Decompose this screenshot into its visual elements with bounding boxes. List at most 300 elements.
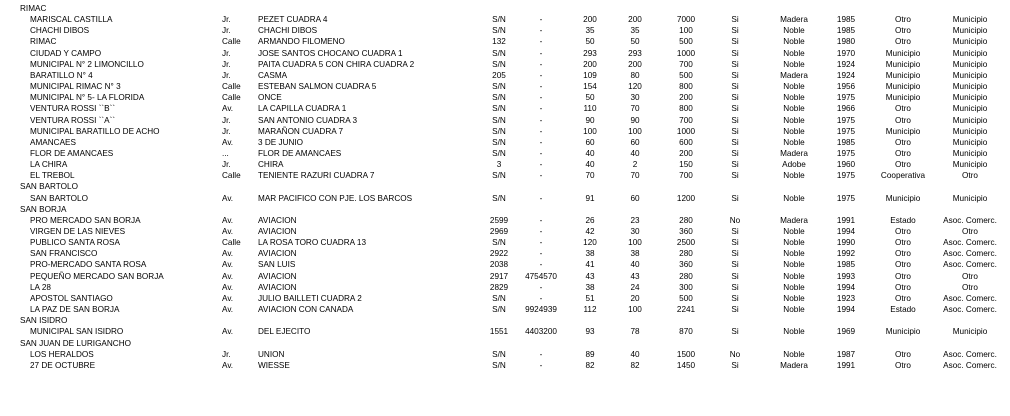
street-number-cell: S/N: [492, 126, 506, 136]
street-number-cell: S/N: [492, 193, 506, 203]
year-cell: 1990: [836, 238, 856, 248]
phone-cell: -: [539, 15, 543, 25]
material-cell: Noble: [783, 82, 805, 92]
phone-cell: -: [539, 104, 543, 114]
material-cell: Noble: [783, 93, 805, 103]
total-stalls-cell: 91: [585, 193, 595, 203]
active-stalls-cell: 40: [630, 260, 640, 270]
active-stalls-cell: 120: [628, 82, 642, 92]
street-number-cell: 3: [496, 160, 502, 170]
owner-cell: Municipio: [885, 82, 921, 92]
owner-cell: Otro: [895, 160, 911, 170]
area-cell: 800: [679, 82, 693, 92]
has-services-cell: Si: [731, 260, 739, 270]
street-name-cell: FLOR DE AMANCAES: [258, 148, 342, 158]
street-name-cell: AVIACION: [258, 271, 297, 281]
total-stalls-cell: 70: [585, 171, 595, 181]
material-cell: Noble: [783, 59, 805, 69]
active-stalls-cell: 80: [630, 70, 640, 80]
owner-cell: Otro: [895, 271, 911, 281]
street-number-cell: S/N: [492, 293, 506, 303]
street-name-cell: ESTEBAN SALMON CUADRA 5: [258, 82, 377, 92]
total-stalls-cell: 89: [585, 349, 595, 359]
street-name-cell: JULIO BAILLETI CUADRA 2: [258, 293, 362, 303]
street-number-cell: S/N: [492, 115, 506, 125]
area-cell: 300: [679, 282, 693, 292]
owner-cell: Estado: [890, 215, 916, 225]
area-cell: 150: [679, 160, 693, 170]
street-type-cell: Jr.: [222, 48, 231, 58]
active-stalls-cell: 30: [630, 227, 640, 236]
year-cell: 1992: [836, 249, 856, 259]
street-number-cell: S/N: [492, 148, 506, 158]
year-cell: 1985: [836, 137, 856, 147]
area-cell: 1000: [676, 126, 696, 136]
year-cell: 1924: [836, 59, 856, 69]
material-cell: Noble: [783, 271, 805, 281]
phone-cell: -: [539, 37, 543, 47]
active-stalls-cell: 40: [630, 349, 640, 359]
street-number-cell: 2969: [489, 227, 509, 236]
total-stalls-cell: 110: [583, 104, 597, 114]
street-number-cell: 1551: [489, 327, 509, 337]
year-cell: 1975: [836, 148, 856, 158]
has-services-cell: Si: [731, 37, 739, 47]
table-row: [0, 126, 1010, 137]
phone-cell: -: [539, 137, 543, 147]
total-stalls-cell: 41: [585, 260, 595, 270]
street-type-cell: Av.: [222, 360, 234, 370]
phone-cell: -: [539, 115, 543, 125]
material-cell: Noble: [783, 126, 805, 136]
area-cell: 360: [679, 227, 693, 236]
table-row: [0, 170, 1010, 181]
street-name-cell: 3 DE JUNIO: [258, 137, 304, 147]
administrator-cell: Municipio: [952, 26, 988, 36]
area-cell: 500: [679, 70, 693, 80]
year-cell: 1985: [836, 260, 856, 270]
district-heading: RIMAC: [20, 4, 47, 13]
market-name-cell: EL TREBOL: [30, 171, 75, 181]
owner-cell: Municipio: [885, 327, 921, 337]
owner-cell: Otro: [895, 15, 911, 25]
street-number-cell: S/N: [492, 93, 506, 103]
active-stalls-cell: 200: [628, 15, 642, 25]
total-stalls-cell: 35: [585, 26, 595, 36]
year-cell: 1993: [836, 271, 856, 281]
year-cell: 1987: [836, 349, 856, 359]
street-name-cell: PAITA CUADRA 5 CON CHIRA CUADRA 2: [258, 59, 415, 69]
administrator-cell: Municipio: [952, 37, 988, 47]
table-row: [0, 349, 1010, 360]
street-name-cell: ARMANDO FILOMENO: [258, 37, 345, 47]
total-stalls-cell: 200: [583, 59, 597, 69]
street-type-cell: Jr.: [222, 70, 231, 80]
total-stalls-cell: 38: [585, 282, 595, 292]
administrator-cell: Municipio: [952, 48, 988, 58]
area-cell: 700: [679, 171, 693, 181]
market-name-cell: PRO MERCADO SAN BORJA: [30, 215, 141, 225]
table-row: [0, 304, 1010, 315]
phone-cell: -: [539, 160, 543, 170]
market-name-cell: RIMAC: [30, 37, 57, 47]
area-cell: 500: [679, 293, 693, 303]
administrator-cell: Municipio: [952, 59, 988, 69]
street-name-cell: SAN ANTONIO CUADRA 3: [258, 115, 358, 125]
owner-cell: Cooperativa: [880, 171, 926, 181]
phone-cell: -: [539, 215, 543, 225]
administrator-cell: Asoc. Comerc.: [943, 238, 997, 248]
owner-cell: Otro: [895, 293, 911, 303]
owner-cell: Otro: [895, 115, 911, 125]
market-name-cell: BARATILLO N° 4: [30, 70, 93, 80]
street-number-cell: 2922: [489, 249, 509, 259]
street-type-cell: Av.: [222, 137, 234, 147]
administrator-cell: Asoc. Comerc.: [943, 360, 997, 370]
year-cell: 1994: [836, 227, 856, 236]
year-cell: 1970: [836, 48, 856, 58]
year-cell: 1975: [836, 93, 856, 103]
active-stalls-cell: 43: [630, 271, 640, 281]
active-stalls-cell: 2: [632, 160, 638, 170]
street-type-cell: Av.: [222, 193, 234, 203]
active-stalls-cell: 100: [628, 126, 642, 136]
street-number-cell: 2599: [489, 215, 509, 225]
has-services-cell: Si: [731, 160, 739, 170]
has-services-cell: Si: [731, 137, 739, 147]
administrator-cell: Otro: [962, 282, 978, 292]
has-services-cell: Si: [731, 59, 739, 69]
administrator-cell: Municipio: [952, 70, 988, 80]
table-row: [0, 92, 1010, 103]
total-stalls-cell: 154: [583, 82, 597, 92]
administrator-cell: Municipio: [952, 93, 988, 103]
material-cell: Noble: [783, 282, 805, 292]
market-name-cell: MUNICIPAL N° 2 LIMONCILLO: [30, 59, 144, 69]
street-number-cell: S/N: [492, 104, 506, 114]
total-stalls-cell: 50: [585, 37, 595, 47]
total-stalls-cell: 90: [585, 115, 595, 125]
total-stalls-cell: 43: [585, 271, 595, 281]
street-type-cell: Jr.: [222, 15, 231, 25]
total-stalls-cell: 100: [583, 126, 597, 136]
administrator-cell: Asoc. Comerc.: [943, 260, 997, 270]
phone-cell: -: [539, 59, 543, 69]
total-stalls-cell: 26: [585, 215, 595, 225]
market-name-cell: FLOR DE AMANCAES: [30, 148, 114, 158]
street-number-cell: 2829: [489, 282, 509, 292]
street-type-cell: Calle: [222, 93, 241, 103]
area-cell: 280: [679, 271, 693, 281]
year-cell: 1975: [836, 115, 856, 125]
year-cell: 1975: [836, 126, 856, 136]
has-services-cell: Si: [731, 115, 739, 125]
has-services-cell: Si: [731, 148, 739, 158]
administrator-cell: Municipio: [952, 137, 988, 147]
street-type-cell: Calle: [222, 238, 241, 248]
street-type-cell: Av.: [222, 327, 234, 337]
street-name-cell: SAN LUIS: [258, 260, 296, 270]
has-services-cell: Si: [731, 193, 739, 203]
active-stalls-cell: 200: [628, 59, 642, 69]
street-type-cell: Av.: [222, 215, 234, 225]
active-stalls-cell: 38: [630, 249, 640, 259]
administrator-cell: Asoc. Comerc.: [943, 305, 997, 315]
market-name-cell: PRO-MERCADO SANTA ROSA: [30, 260, 147, 270]
material-cell: Madera: [780, 148, 808, 158]
year-cell: 1923: [836, 293, 856, 303]
year-cell: 1960: [836, 160, 856, 170]
street-type-cell: Av.: [222, 271, 234, 281]
material-cell: Noble: [783, 48, 805, 58]
has-services-cell: Si: [731, 126, 739, 136]
year-cell: 1985: [836, 26, 856, 36]
administrator-cell: Otro: [962, 227, 978, 236]
street-number-cell: S/N: [492, 15, 506, 25]
table-row: [0, 159, 1010, 170]
street-name-cell: UNION: [258, 349, 285, 359]
street-number-cell: S/N: [492, 238, 506, 248]
owner-cell: Otro: [895, 137, 911, 147]
owner-cell: Estado: [890, 305, 916, 315]
street-number-cell: S/N: [492, 360, 506, 370]
owner-cell: Municipio: [885, 93, 921, 103]
year-cell: 1966: [836, 104, 856, 114]
street-type-cell: Av.: [222, 227, 234, 236]
area-cell: 800: [679, 104, 693, 114]
street-type-cell: Calle: [222, 171, 241, 181]
street-number-cell: 205: [492, 70, 506, 80]
active-stalls-cell: 293: [628, 48, 642, 58]
street-type-cell: Jr.: [222, 115, 231, 125]
street-name-cell: AVIACION: [258, 215, 297, 225]
material-cell: Noble: [783, 137, 805, 147]
district-heading: SAN ISIDRO: [20, 316, 68, 326]
phone-cell: -: [539, 26, 543, 36]
street-number-cell: S/N: [492, 349, 506, 359]
phone-cell: -: [539, 260, 543, 270]
active-stalls-cell: 40: [630, 148, 640, 158]
table-row: [0, 271, 1010, 282]
street-name-cell: MARAÑON CUADRA 7: [258, 126, 344, 136]
table-row: [0, 48, 1010, 59]
table-row: [0, 148, 1010, 159]
administrator-cell: Municipio: [952, 148, 988, 158]
district-heading: SAN BORJA: [20, 204, 67, 214]
has-services-cell: Si: [731, 360, 739, 370]
area-cell: 600: [679, 137, 693, 147]
area-cell: 280: [679, 215, 693, 225]
active-stalls-cell: 20: [630, 293, 640, 303]
table-row: [0, 25, 1010, 36]
material-cell: Noble: [783, 327, 805, 337]
material-cell: Madera: [780, 70, 808, 80]
total-stalls-cell: 293: [583, 48, 597, 58]
market-name-cell: AMANCAES: [30, 137, 76, 147]
market-name-cell: 27 DE OCTUBRE: [30, 360, 96, 370]
owner-cell: Municipio: [885, 70, 921, 80]
market-name-cell: PUBLICO SANTA ROSA: [30, 238, 120, 248]
material-cell: Noble: [783, 171, 805, 181]
phone-cell: -: [539, 126, 543, 136]
active-stalls-cell: 78: [630, 327, 640, 337]
street-type-cell: Av.: [222, 249, 234, 259]
street-name-cell: LA ROSA TORO CUADRA 13: [258, 238, 366, 248]
street-type-cell: Jr.: [222, 59, 231, 69]
street-type-cell: Jr.: [222, 160, 231, 170]
market-name-cell: MUNICIPAL N° 5- LA FLORIDA: [30, 93, 145, 103]
owner-cell: Otro: [895, 148, 911, 158]
administrator-cell: Municipio: [952, 104, 988, 114]
material-cell: Noble: [783, 104, 805, 114]
phone-cell: -: [539, 282, 543, 292]
table-row: [0, 293, 1010, 304]
area-cell: 1000: [676, 48, 696, 58]
owner-cell: Otro: [895, 227, 911, 236]
street-type-cell: Av.: [222, 104, 234, 114]
street-number-cell: 2038: [489, 260, 509, 270]
total-stalls-cell: 38: [585, 249, 595, 259]
street-type-cell: Calle: [222, 37, 241, 47]
street-number-cell: S/N: [492, 26, 506, 36]
administrator-cell: Municipio: [952, 160, 988, 170]
has-services-cell: Si: [731, 48, 739, 58]
material-cell: Madera: [780, 360, 808, 370]
material-cell: Noble: [783, 249, 805, 259]
year-cell: 1956: [836, 82, 856, 92]
market-name-cell: PEQUEÑO MERCADO SAN BORJA: [30, 271, 164, 281]
administrator-cell: Asoc. Comerc.: [943, 349, 997, 359]
street-name-cell: PEZET CUADRA 4: [258, 15, 328, 25]
year-cell: 1985: [836, 15, 856, 25]
market-name-cell: VENTURA ROSSI ``B``: [30, 104, 116, 114]
active-stalls-cell: 23: [630, 215, 640, 225]
area-cell: 1200: [676, 193, 696, 203]
has-services-cell: Si: [731, 70, 739, 80]
table-row: [0, 137, 1010, 148]
active-stalls-cell: 35: [630, 26, 640, 36]
year-cell: 1924: [836, 70, 856, 80]
year-cell: 1991: [836, 215, 856, 225]
street-name-cell: DEL EJECITO: [258, 327, 311, 337]
material-cell: Noble: [783, 260, 805, 270]
active-stalls-cell: 30: [630, 93, 640, 103]
phone-cell: -: [539, 171, 543, 181]
has-services-cell: Si: [731, 171, 739, 181]
year-cell: 1994: [836, 282, 856, 292]
market-name-cell: CIUDAD Y CAMPO: [30, 48, 102, 58]
market-name-cell: MUNICIPAL RIMAC N° 3: [30, 82, 121, 92]
area-cell: 200: [679, 93, 693, 103]
street-number-cell: S/N: [492, 305, 506, 315]
street-name-cell: CASMA: [258, 70, 288, 80]
year-cell: 1991: [836, 360, 856, 370]
material-cell: Noble: [783, 115, 805, 125]
owner-cell: Municipio: [885, 48, 921, 58]
street-name-cell: MAR PACIFICO CON PJE. LOS BARCOS: [258, 193, 413, 203]
area-cell: 360: [679, 260, 693, 270]
active-stalls-cell: 100: [628, 238, 642, 248]
active-stalls-cell: 90: [630, 115, 640, 125]
has-services-cell: Si: [731, 227, 739, 236]
owner-cell: Otro: [895, 249, 911, 259]
street-name-cell: WIESSE: [258, 360, 290, 370]
administrator-cell: Asoc. Comerc.: [943, 249, 997, 259]
area-cell: 200: [679, 148, 693, 158]
table-row: [0, 326, 1010, 337]
total-stalls-cell: 200: [583, 15, 597, 25]
market-name-cell: SAN FRANCISCO: [30, 249, 98, 259]
has-services-cell: Si: [731, 238, 739, 248]
administrator-cell: Municipio: [952, 15, 988, 25]
street-type-cell: Av.: [222, 260, 234, 270]
has-services-cell: Si: [731, 305, 739, 315]
street-number-cell: S/N: [492, 82, 506, 92]
has-services-cell: Si: [731, 82, 739, 92]
material-cell: Adobe: [782, 160, 806, 170]
material-cell: Noble: [783, 37, 805, 47]
table-row: [0, 226, 1010, 237]
has-services-cell: Si: [731, 293, 739, 303]
street-number-cell: S/N: [492, 137, 506, 147]
material-cell: Noble: [783, 349, 805, 359]
phone-cell: -: [539, 48, 543, 58]
street-number-cell: 2917: [489, 271, 509, 281]
owner-cell: Otro: [895, 37, 911, 47]
street-name-cell: ONCE: [258, 93, 282, 103]
market-name-cell: APOSTOL SANTIAGO: [30, 293, 113, 303]
total-stalls-cell: 93: [585, 327, 595, 337]
administrator-cell: Asoc. Comerc.: [943, 293, 997, 303]
has-services-cell: Si: [731, 26, 739, 36]
owner-cell: Otro: [895, 238, 911, 248]
administrator-cell: Municipio: [952, 115, 988, 125]
total-stalls-cell: 42: [585, 227, 595, 236]
street-name-cell: AVIACION CON CANADA: [258, 305, 354, 315]
has-services-cell: Si: [731, 271, 739, 281]
street-name-cell: TENIENTE RAZURI CUADRA 7: [258, 171, 375, 181]
total-stalls-cell: 120: [583, 238, 597, 248]
market-name-cell: CHACHI DIBOS: [30, 26, 90, 36]
table-row: [0, 70, 1010, 81]
market-name-cell: LA PAZ DE SAN BORJA: [30, 305, 120, 315]
area-cell: 2500: [676, 238, 696, 248]
material-cell: Noble: [783, 193, 805, 203]
street-number-cell: 132: [492, 37, 506, 47]
market-name-cell: LA 28: [30, 282, 51, 292]
phone-cell: -: [539, 82, 543, 92]
has-services-cell: Si: [731, 93, 739, 103]
table-row: [0, 360, 1010, 371]
street-number-cell: S/N: [492, 48, 506, 58]
street-type-cell: Av.: [222, 305, 234, 315]
district-heading: SAN BARTOLO: [20, 182, 78, 192]
has-services-cell: Si: [731, 15, 739, 25]
administrator-cell: Municipio: [952, 193, 988, 203]
table-row: [0, 259, 1010, 270]
phone-cell: -: [539, 70, 543, 80]
total-stalls-cell: 60: [585, 137, 595, 147]
table-row: [0, 215, 1010, 226]
active-stalls-cell: 70: [630, 104, 640, 114]
material-cell: Madera: [780, 15, 808, 25]
owner-cell: Otro: [895, 360, 911, 370]
total-stalls-cell: 51: [585, 293, 595, 303]
owner-cell: Otro: [895, 349, 911, 359]
street-type-cell: Calle: [222, 82, 241, 92]
has-services-cell: Si: [731, 327, 739, 337]
total-stalls-cell: 40: [585, 148, 595, 158]
